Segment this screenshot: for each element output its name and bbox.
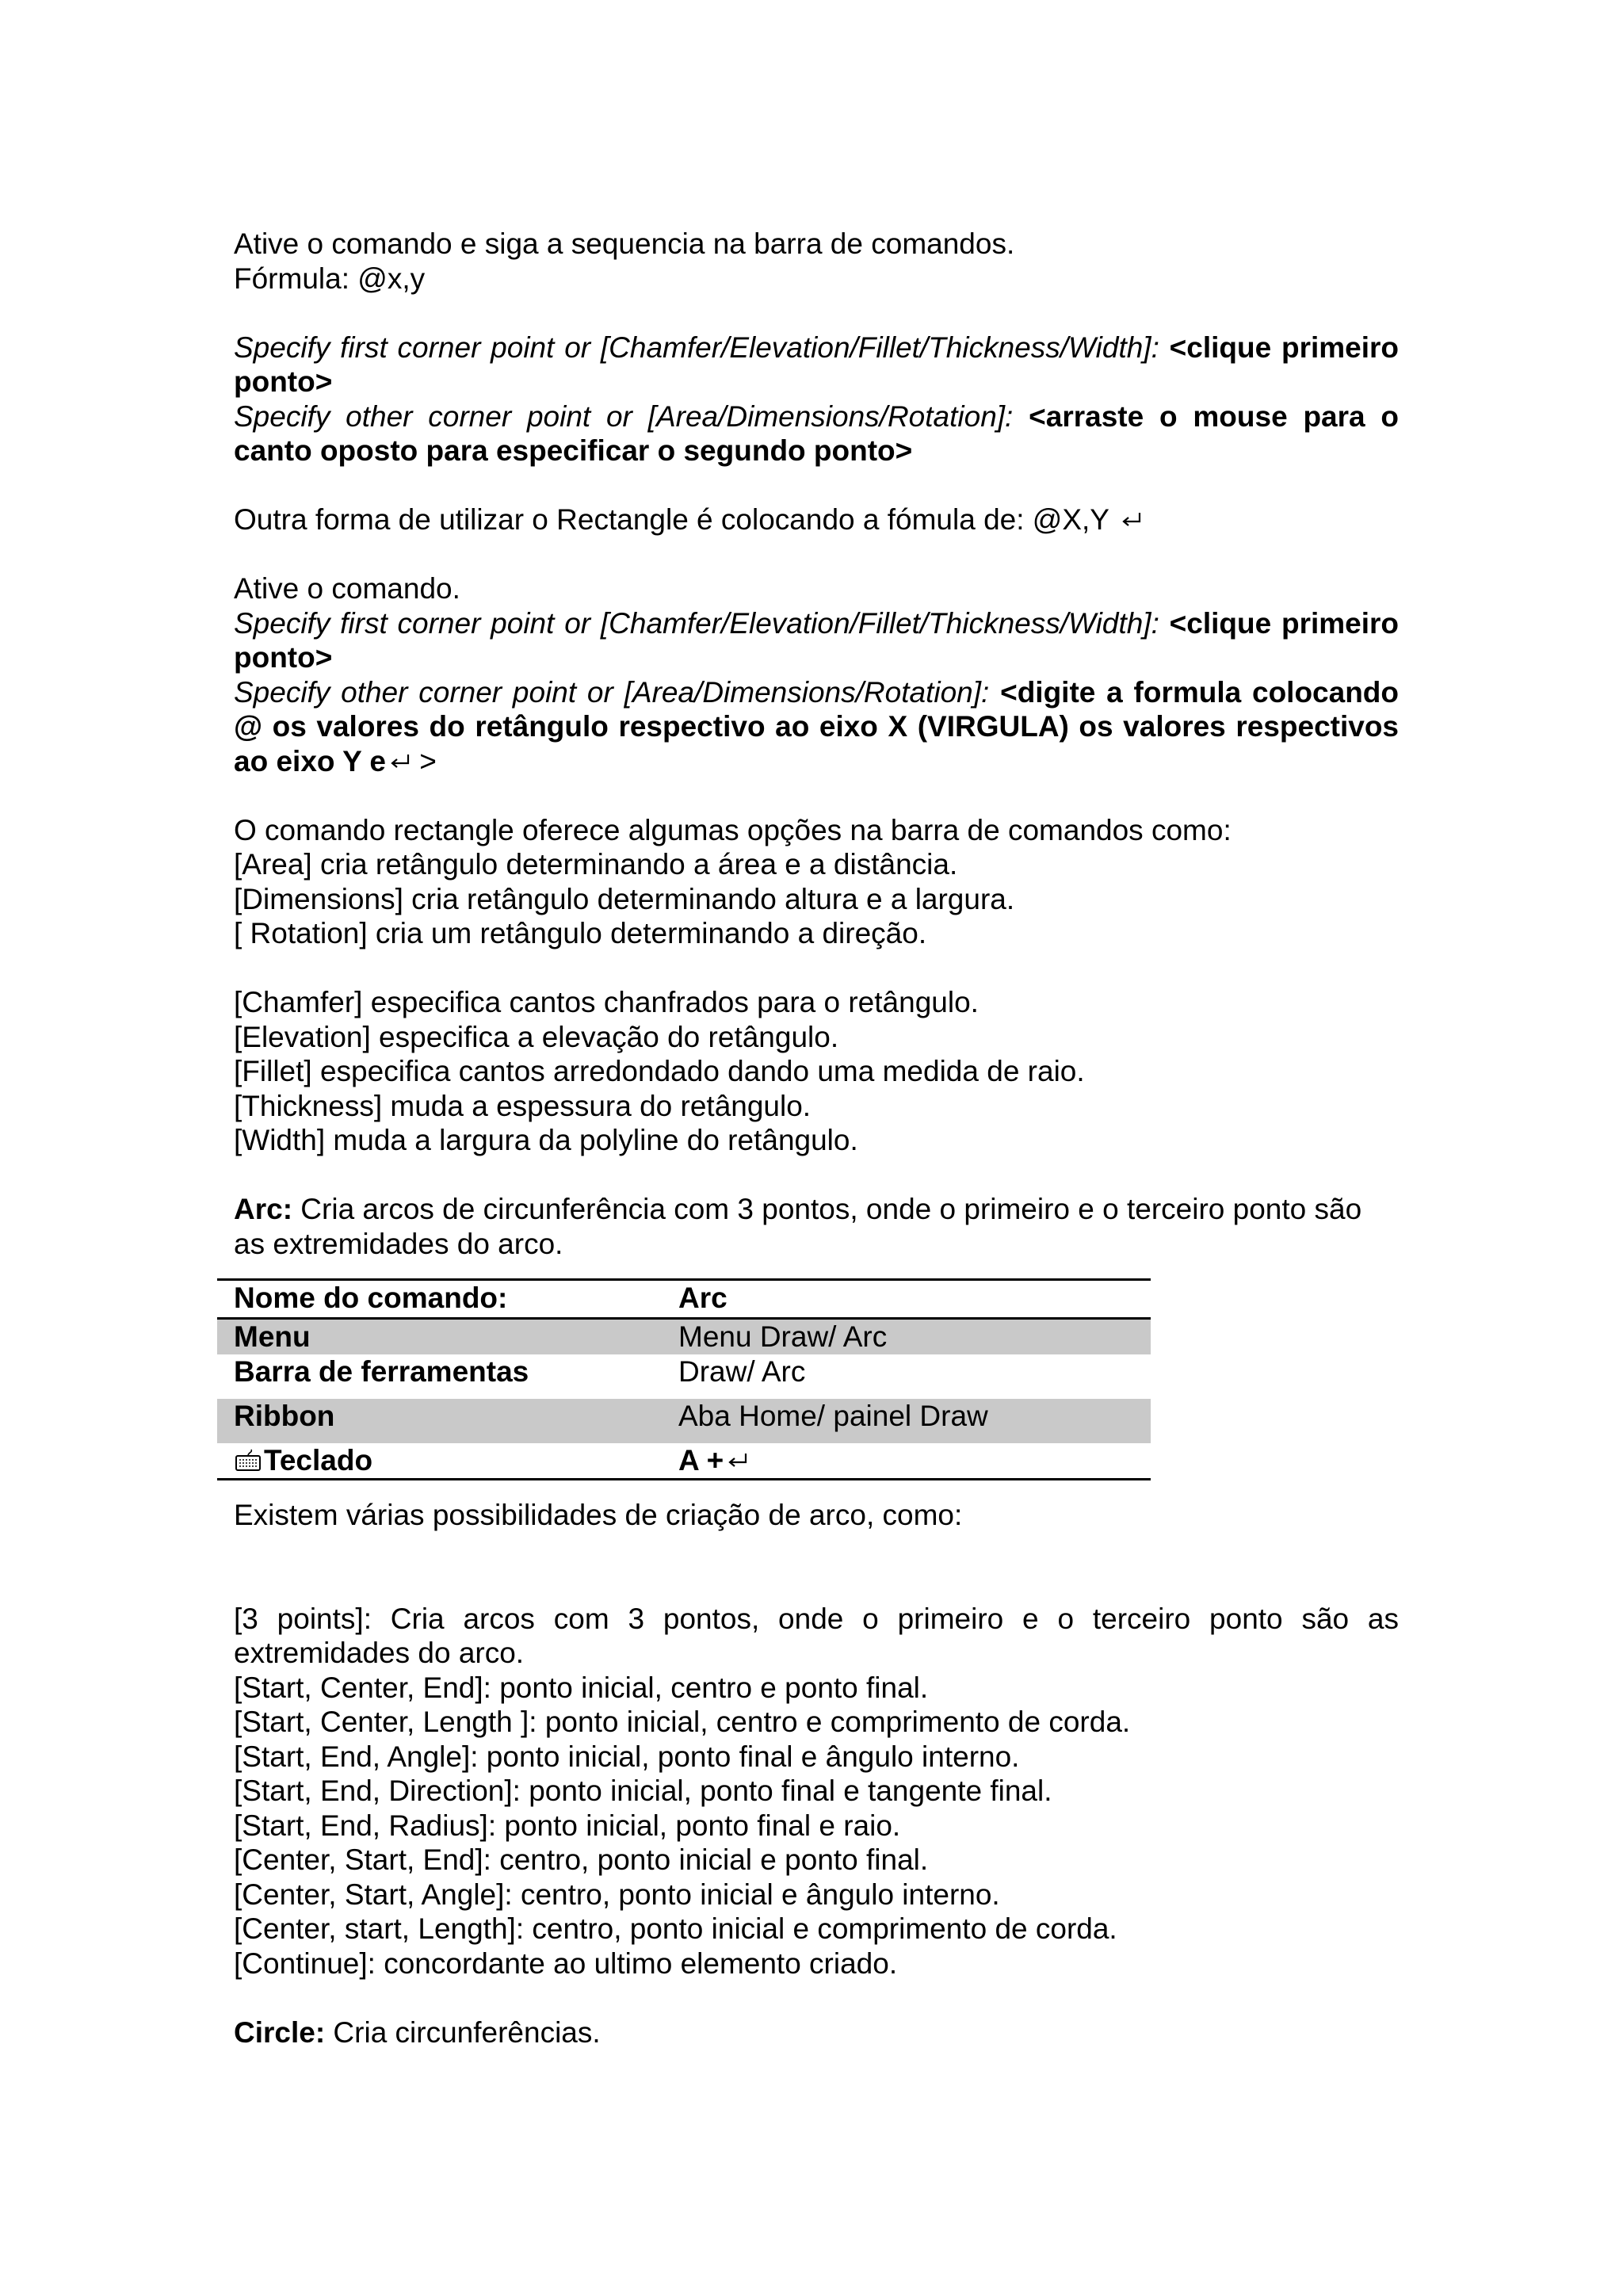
arc-command-table [217, 1278, 1151, 1480]
table-cell-value: Menu Draw/ Arc [678, 1320, 888, 1353]
table-cell-label: Barra de ferramentas [234, 1355, 529, 1388]
action-drag-mouse: <arraste o mouse para o canto oposto para especificar o segundo ponto> [234, 399, 1400, 467]
arc-text: Cria arcos de circunferência com 3 pontos, onde o primeiro e o terceiro ponto são as extremidades do arco. [234, 1193, 1362, 1260]
table-cell-value: Draw/ Arc [678, 1355, 806, 1388]
table-row-toolbar [217, 1354, 1151, 1399]
rect-option-thickness: [Thickness] muda a espessura do retângulo. [234, 1089, 812, 1122]
table-header-value: Arc [678, 1282, 727, 1314]
intro-line-1: Ative o comando e siga a sequencia na barra de comandos. [234, 227, 1015, 260]
rect-option-chamfer: [Chamfer] especifica cantos chanfrados para o retângulo. [234, 986, 979, 1018]
rectangle-sequence-3 [234, 606, 1399, 675]
rectangle-sequence-1 [234, 330, 1399, 399]
action-type-formula: <digite a formula colocando @ os valores do retângulo respectivo ao eixo X (VIRGULA) os valores respectivos ao eixo Y e [234, 675, 1400, 777]
table-cell-label [217, 1443, 678, 1478]
table-header-label: Nome do comando: [234, 1282, 508, 1314]
alt-form-text [234, 502, 1399, 537]
table-cell-value [678, 1443, 1151, 1478]
rect-option-area: [Area] cria retângulo determinando a área e a distância. [234, 848, 958, 881]
action-end: > [411, 744, 437, 777]
intro-formula: Fórmula: @x,y [234, 262, 426, 295]
enter-key-icon [389, 752, 411, 771]
rectangle-sequence-2 [234, 399, 1399, 468]
arc-option-3-points: [3 points]: Cria arcos com 3 pontos, onde o primeiro e o terceiro ponto são as extremidades do arco. [234, 1602, 1399, 1669]
alt-form-label: Outra forma de utilizar o Rectangle é colocando a fómula de: @X,Y [234, 503, 1109, 536]
rect-option-fillet: [Fillet] especifica cantos arredondado dando uma medida de raio. [234, 1055, 1085, 1087]
activate-command: Ative o comando. [234, 572, 460, 605]
arc-option-start-center-end: [Start, Center, End]: ponto inicial, centro e ponto final. [234, 1671, 929, 1704]
prompt-first-corner-2: Specify first corner point or [Chamfer/Elevation/Fillet/Thickness/Width]: [234, 606, 1159, 640]
table-cell-label: Menu [234, 1320, 311, 1353]
arc-option-start-end-radius: [Start, End, Radius]: ponto inicial, ponto final e raio. [234, 1809, 901, 1842]
keyboard-icon [234, 1448, 262, 1473]
keyboard-shortcut: A + [678, 1444, 724, 1477]
enter-key-icon [727, 1451, 749, 1470]
arc-option-continue: [Continue]: concordante ao ultimo elemento criado. [234, 1946, 898, 1980]
arc-option-center-start-angle: [Center, Start, Angle]: centro, ponto inicial e ângulo interno. [234, 1878, 1000, 1911]
arc-option-start-end-direction: [Start, End, Direction]: ponto inicial, ponto final e tangente final. [234, 1775, 1052, 1807]
arc-options-intro: Existem várias possibilidades de criação de arco, como: [234, 1499, 963, 1531]
arc-option-start-end-angle: [Start, End, Angle]: ponto inicial, ponto final e ângulo interno. [234, 1740, 1020, 1773]
rect-option-rotation: [ Rotation] cria um retângulo determinando a direção. [234, 917, 927, 949]
rect-options-intro: O comando rectangle oferece algumas opções na barra de comandos como: [234, 813, 1232, 846]
table-cell-value: Aba Home/ painel Draw [678, 1400, 988, 1432]
table-cell-label: Ribbon [234, 1400, 335, 1432]
circle-label: Circle: [234, 2015, 326, 2049]
prompt-other-corner-2: Specify other corner point or [Area/Dimensions/Rotation]: [234, 675, 990, 709]
circle-text: Cria circunferências. [325, 2015, 601, 2049]
rectangle-sequence-4 [234, 675, 1399, 779]
document-page [234, 227, 1399, 2050]
table-row-ribbon [217, 1399, 1151, 1443]
arc-label: Arc: [234, 1193, 293, 1225]
table-row-menu [217, 1320, 1151, 1354]
action-first-point: <clique primeiro ponto> [234, 330, 1400, 398]
rect-option-width: [Width] muda a largura da polyline do retângulo. [234, 1124, 858, 1156]
table-row-keyboard [217, 1443, 1151, 1478]
enter-key-icon [1121, 510, 1143, 529]
arc-option-start-center-length: [Start, Center, Length ]: ponto inicial, centro e comprimento de corda. [234, 1706, 1131, 1738]
prompt-other-corner: Specify other corner point or [Area/Dimensions/Rotation]: [234, 399, 1014, 433]
rect-option-dimensions: [Dimensions] cria retângulo determinando altura e a largura. [234, 882, 1015, 915]
arc-option-center-start-end: [Center, Start, End]: centro, ponto inicial e ponto final. [234, 1843, 929, 1876]
circle-description [234, 2015, 1399, 2050]
arc-description [234, 1192, 1399, 1261]
arc-option-center-start-length: [Center, start, Length]: centro, ponto inicial e comprimento de corda. [234, 1912, 1117, 1945]
table-header-row [217, 1281, 1151, 1320]
keyboard-label: Teclado [264, 1444, 373, 1477]
prompt-first-corner: Specify first corner point or [Chamfer/Elevation/Fillet/Thickness/Width]: [234, 330, 1159, 364]
rect-option-elevation: [Elevation] especifica a elevação do retângulo. [234, 1020, 839, 1053]
action-first-point-2: <clique primeiro ponto> [234, 606, 1400, 674]
